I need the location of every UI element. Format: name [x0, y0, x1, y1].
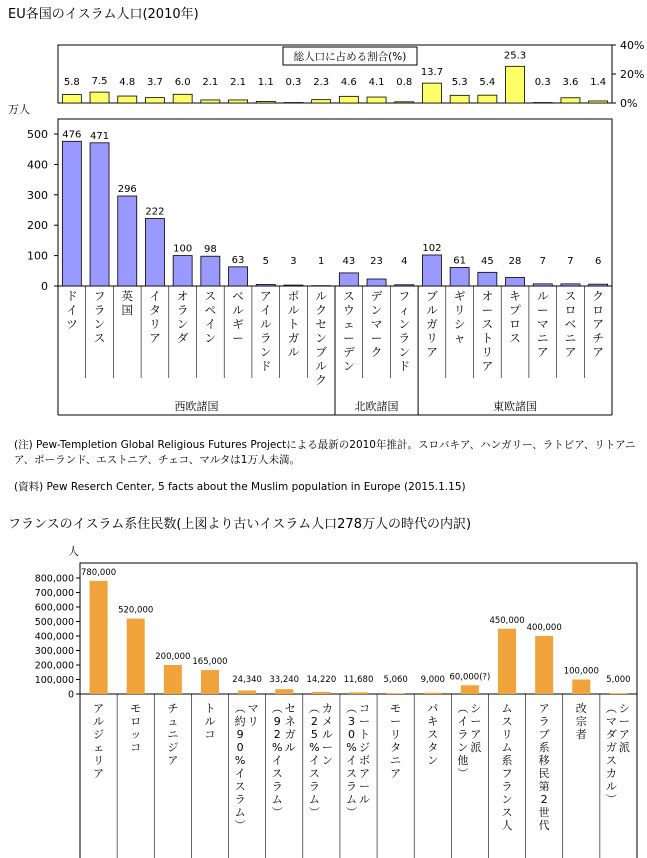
category-label: ︵ 3 0 %イスラム︶	[346, 702, 357, 819]
chart2-title: フランスのイスラム系住民数(上図より古いイスラム人口278万人の時代の内訳)	[8, 517, 472, 532]
population-label: 60,000(?)	[449, 672, 491, 683]
category-label: ︵ 9 2 %イスラム︶	[271, 702, 283, 819]
category-label: ギリシャ	[453, 289, 466, 345]
share-label: 5.3	[451, 77, 468, 88]
category-label: ブルガリア	[426, 289, 438, 359]
share-label: 3.6	[562, 77, 579, 88]
population-label: 102	[422, 242, 442, 254]
population-label: 5,060	[383, 675, 408, 685]
y-tick-label: 200,000	[34, 660, 74, 672]
category-label: クロアチア	[592, 289, 604, 359]
population-label: 23	[370, 256, 383, 267]
population-bar	[238, 690, 256, 694]
population-label: 11,680	[343, 675, 374, 685]
category-label: ︵ 2 5 %イスラム︶	[308, 702, 320, 819]
population-bar	[275, 689, 293, 694]
category-label: モーリタニア	[390, 702, 402, 780]
category-label: パキスタン	[427, 702, 439, 767]
category-label: ︵マダガスカル︶	[605, 702, 617, 806]
population-label: 14,220	[306, 675, 337, 685]
y-tick-label: 500,000	[34, 617, 74, 628]
share-label: 13.7	[420, 67, 444, 79]
share-label: 6.0	[174, 77, 191, 88]
population-bar	[312, 692, 330, 694]
category-label: マリ	[247, 702, 259, 728]
share-label: 25.3	[503, 50, 527, 62]
y-tick-label: 200	[27, 219, 48, 233]
share-label: 2.1	[202, 77, 219, 88]
chart1-title: EU各国のイスラム人口(2010年)	[8, 7, 199, 22]
population-label: 5	[262, 256, 269, 267]
group-label: 東欧諸国	[493, 400, 538, 413]
population-label: 200,000	[155, 652, 191, 662]
population-label: 63	[231, 254, 245, 266]
population-label: 7	[567, 256, 574, 267]
share-label: 2.1	[230, 77, 247, 88]
population-label: 100,000	[563, 666, 599, 677]
y-tick-label: 600,000	[34, 602, 74, 614]
share-label: 0.8	[396, 77, 413, 88]
population-bar	[127, 619, 145, 694]
y-tick-label: 400	[27, 158, 48, 172]
share-label: 5.4	[479, 77, 496, 88]
population-label: 471	[90, 130, 110, 142]
population-label: 476	[62, 129, 82, 141]
category-label: スロベニア	[564, 289, 577, 359]
share-label: 5.8	[63, 77, 80, 88]
category-label: チュニジア	[167, 702, 179, 767]
category-label: シーア派	[470, 702, 482, 754]
population-label: 165,000	[192, 657, 228, 668]
population-label: 6	[594, 256, 602, 267]
population-label: 3	[290, 256, 297, 267]
y-tick-label: 700,000	[34, 588, 74, 599]
y-axis-label: 万人	[8, 103, 30, 116]
category-label: アラブ系移民第 2 世代	[538, 702, 550, 832]
population-bar	[424, 693, 442, 694]
category-label: セネガル	[284, 702, 296, 754]
share-ytick-label: 40%	[620, 39, 645, 52]
share-ytick-label: 0%	[620, 97, 638, 110]
category-label: アルジェリア	[93, 702, 105, 780]
group-label: 西欧諸国	[174, 400, 219, 413]
share-label: 0.3	[534, 77, 551, 88]
share-ytick-label: 20%	[620, 68, 645, 81]
y-tick-label: 100	[27, 249, 48, 263]
population-label: 520,000	[118, 605, 154, 616]
share-legend-label: 総人口に占める割合(%)	[293, 51, 407, 63]
population-label: 4	[401, 256, 408, 267]
y-tick-label: 300,000	[34, 646, 74, 657]
population-bar	[609, 693, 627, 694]
population-label: 7	[539, 256, 546, 267]
y-tick-label: 0	[67, 689, 74, 701]
share-label: 1.4	[590, 77, 607, 88]
y-tick-label: 0	[41, 280, 48, 293]
population-bar	[387, 693, 405, 694]
population-label: 98	[203, 244, 217, 256]
category-label: ムスリム系フランス人	[501, 702, 513, 832]
category-label: アイルランド	[260, 289, 272, 373]
population-label: 43	[342, 256, 356, 267]
population-label: 33,240	[269, 675, 300, 685]
population-label: 28	[508, 256, 522, 267]
y-tick-label: 300	[27, 188, 48, 202]
category-label: 英国	[121, 289, 133, 317]
share-label: 2.3	[313, 77, 330, 88]
category-label: キプロス	[509, 289, 521, 345]
category-label: ポルトガル	[287, 289, 300, 359]
y-tick-label: 400,000	[34, 631, 74, 643]
note-text: (注) Pew-Templetion Global Religious Futures Projectによる最新の2010年推計。スロバキア、ハンガリー、ラトビア、リトアニア、ポーランド、エストニア、チェコ、マルタは1万人未満。	[14, 439, 636, 466]
category-label: シーア派	[618, 702, 630, 754]
y-tick-label: 800,000	[34, 573, 74, 585]
category-label: ベルギー	[232, 289, 244, 345]
population-label: 45	[480, 256, 494, 267]
share-label: 4.1	[368, 77, 385, 88]
category-label: トルコ	[204, 702, 216, 741]
population-label: 400,000	[526, 623, 562, 633]
population-label: 296	[117, 184, 137, 196]
category-label: ︵約 9 0 %イスラム︶	[234, 702, 246, 832]
share-label: 4.8	[119, 77, 136, 88]
population-label: 24,340	[232, 675, 262, 685]
population-label: 9,000	[420, 675, 445, 685]
category-label: カメルーン	[321, 702, 333, 767]
population-bar	[535, 636, 553, 694]
population-label: 780,000	[80, 567, 117, 578]
population-label: 61	[453, 255, 467, 267]
category-label: ドイツ	[66, 289, 78, 331]
category-label: ルーマニア	[537, 289, 549, 359]
population-bar	[164, 665, 182, 694]
category-label: スペイン	[204, 289, 217, 345]
population-bar	[350, 692, 368, 694]
category-label: コートジボアール	[359, 702, 370, 806]
category-label: デンマーク	[370, 289, 383, 359]
population-label: 100	[173, 243, 193, 255]
population-bar	[90, 581, 108, 694]
y-axis-label: 人	[68, 545, 79, 558]
category-label: オランダ	[176, 289, 189, 345]
category-label: ︵イラン他︶	[457, 702, 469, 780]
share-label: 1.1	[257, 77, 274, 88]
share-label: 4.6	[340, 77, 357, 88]
source-text: (資料) Pew Reserch Center, 5 facts about the Muslim population in Europe (2015.1.15)	[14, 481, 466, 493]
category-label: スウェーデン	[343, 289, 355, 373]
share-label: 7.5	[91, 76, 108, 88]
group-label: 北欧諸国	[354, 400, 399, 413]
share-label: 0.3	[285, 77, 302, 88]
population-bar	[572, 680, 590, 695]
share-label: 3.7	[146, 77, 163, 88]
population-bar	[461, 685, 479, 694]
category-label: モロッコ	[130, 702, 142, 754]
category-label: 改宗者	[575, 702, 587, 741]
population-label: 5,000	[606, 675, 631, 685]
category-label: オーストリア	[481, 289, 494, 373]
category-label: ルクセンブルク	[315, 289, 327, 387]
population-label: 222	[145, 206, 165, 218]
y-tick-label: 100,000	[34, 675, 74, 686]
category-label: イタリア	[149, 289, 161, 345]
population-bar	[498, 629, 516, 694]
category-label: フランス	[93, 289, 106, 345]
population-bar	[201, 670, 219, 694]
population-label: 1	[317, 256, 325, 267]
category-label: フィンランド	[398, 289, 410, 373]
population-label: 450,000	[489, 615, 525, 626]
y-tick-label: 500	[27, 128, 48, 141]
